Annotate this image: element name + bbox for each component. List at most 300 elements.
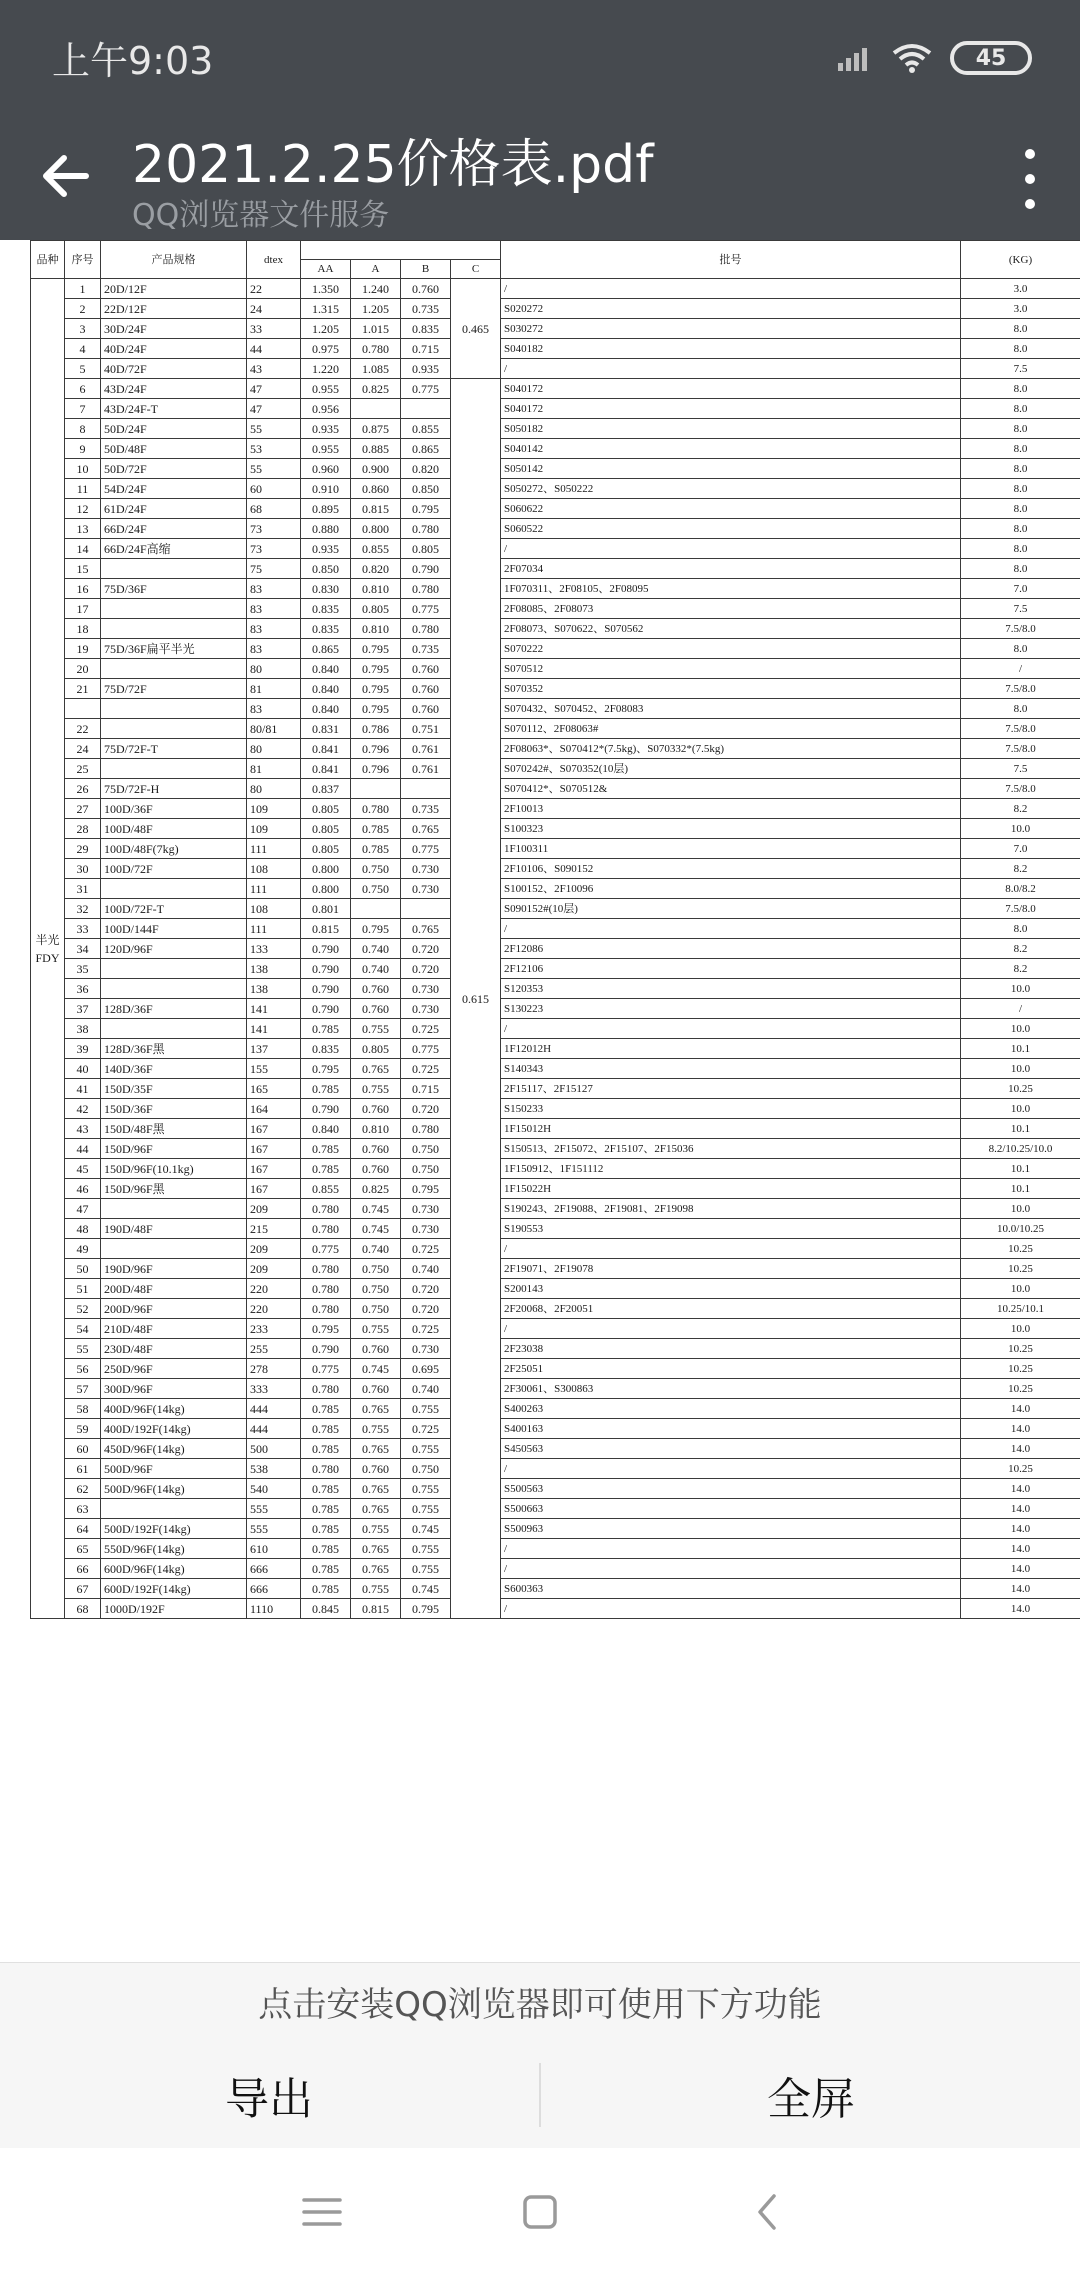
price-aa-cell: 0.780 [301,1459,351,1479]
table-row [31,719,1080,739]
pack-cell: 10.25 [961,1379,1080,1399]
price-b-cell: 0.755 [401,1439,451,1459]
table-row [31,1079,1080,1099]
pack-cell: 10.1 [961,1119,1080,1139]
spec-cell: 54D/24F [101,479,247,499]
price-aa-cell: 0.805 [301,819,351,839]
price-aa-cell: 0.841 [301,759,351,779]
pack-cell: 8.0 [961,419,1080,439]
price-aa-cell: 0.790 [301,959,351,979]
pack-cell: 10.1 [961,1159,1080,1179]
price-b-cell: 0.730 [401,979,451,999]
model-cell: / [501,1239,961,1259]
home-icon[interactable] [516,2188,564,2236]
seq-cell: 55 [65,1339,101,1359]
seq-cell: 8 [65,419,101,439]
wifi-icon [892,43,932,73]
table-row [31,919,1080,939]
seq-cell: 65 [65,1539,101,1559]
price-b-cell: 0.760 [401,699,451,719]
status-bar [0,0,1080,118]
dtex-cell: 444 [247,1419,301,1439]
pack-cell: 10.0 [961,1059,1080,1079]
price-table-body [31,279,1080,1619]
seq-cell: 4 [65,339,101,359]
model-cell: 2F10106、S090152 [501,859,961,879]
price-aa-cell: 0.850 [301,559,351,579]
pack-cell: 14.0 [961,1439,1080,1459]
pack-cell: 7.5/8.0 [961,719,1080,739]
pack-cell: 3.0 [961,299,1080,319]
price-b-cell: 0.740 [401,1259,451,1279]
price-a-cell: 0.745 [351,1219,401,1239]
table-row [31,1139,1080,1159]
price-aa-cell: 0.785 [301,1399,351,1419]
table-row [31,859,1080,879]
model-cell: S050182 [501,419,961,439]
price-b-cell [401,899,451,919]
price-aa-cell: 0.955 [301,439,351,459]
price-b-cell: 0.775 [401,599,451,619]
model-cell: S400263 [501,1399,961,1419]
price-b-cell: 0.835 [401,319,451,339]
dtex-cell: 137 [247,1039,301,1059]
dtex-cell: 80 [247,739,301,759]
price-aa-cell: 0.956 [301,399,351,419]
dtex-cell: 75 [247,559,301,579]
seq-cell: 35 [65,959,101,979]
table-row [31,1479,1080,1499]
price-a-cell: 0.760 [351,1339,401,1359]
header-spec: 产品规格 [101,241,247,279]
price-b-cell: 0.820 [401,459,451,479]
price-a-cell: 0.796 [351,739,401,759]
price-a-cell: 0.815 [351,1599,401,1619]
pack-cell: 7.0 [961,839,1080,859]
price-c-cell: 0.465 [451,279,501,379]
price-a-cell [351,779,401,799]
model-cell: S060522 [501,519,961,539]
table-row [31,979,1080,999]
price-a-cell: 0.760 [351,1459,401,1479]
dtex-cell: 538 [247,1459,301,1479]
price-aa-cell: 0.935 [301,539,351,559]
fullscreen-button[interactable]: 全屏 [767,2074,855,2125]
price-aa-cell: 0.790 [301,939,351,959]
pack-cell: 7.0 [961,579,1080,599]
title-bar [0,118,1080,240]
spec-cell: 40D/24F [101,339,247,359]
price-b-cell: 0.780 [401,1119,451,1139]
header-aa: AA [301,260,351,279]
table-row [31,599,1080,619]
price-a-cell: 0.750 [351,1259,401,1279]
price-a-cell: 0.795 [351,659,401,679]
price-b-cell: 0.761 [401,759,451,779]
seq-cell [65,699,101,719]
seq-cell: 52 [65,1299,101,1319]
price-a-cell: 0.795 [351,639,401,659]
seq-cell: 26 [65,779,101,799]
pack-cell: 8.2/10.25/10.0 [961,1139,1080,1159]
price-b-cell: 0.725 [401,1019,451,1039]
price-aa-cell: 0.795 [301,1059,351,1079]
table-row [31,1419,1080,1439]
table-row [31,959,1080,979]
table-row [31,999,1080,1019]
table-row [31,1599,1080,1619]
price-aa-cell: 0.841 [301,739,351,759]
seq-cell: 49 [65,1239,101,1259]
pack-cell: 10.0 [961,1019,1080,1039]
header-dtex: dtex [247,241,301,279]
dtex-cell: 60 [247,479,301,499]
model-cell: / [501,539,961,559]
table-row [31,1339,1080,1359]
seq-cell: 66 [65,1559,101,1579]
dtex-cell: 43 [247,359,301,379]
system-nav-bar [0,2148,1080,2280]
dtex-cell: 167 [247,1159,301,1179]
price-b-cell: 0.755 [401,1479,451,1499]
price-a-cell: 1.205 [351,299,401,319]
pack-cell: 8.2 [961,959,1080,979]
model-cell: 2F20068、2F20051 [501,1299,961,1319]
spec-cell: 600D/192F(14kg) [101,1579,247,1599]
spec-cell: 30D/24F [101,319,247,339]
price-b-cell: 0.751 [401,719,451,739]
table-row [31,1559,1080,1579]
model-cell: S500663 [501,1499,961,1519]
price-aa-cell: 0.955 [301,379,351,399]
header-seq: 序号 [65,241,101,279]
price-b-cell: 0.730 [401,1219,451,1239]
model-cell: S050272、S050222 [501,479,961,499]
pack-cell: 14.0 [961,1479,1080,1499]
seq-cell: 19 [65,639,101,659]
seq-cell: 48 [65,1219,101,1239]
spec-cell: 400D/96F(14kg) [101,1399,247,1419]
table-row [31,539,1080,559]
price-a-cell: 0.755 [351,1419,401,1439]
dtex-cell: 215 [247,1219,301,1239]
pack-cell: / [961,659,1080,679]
price-aa-cell: 0.795 [301,1319,351,1339]
pack-cell: 8.0 [961,319,1080,339]
price-aa-cell: 0.975 [301,339,351,359]
spec-cell: 20D/12F [101,279,247,299]
seq-cell: 63 [65,1499,101,1519]
pack-cell: 7.5/8.0 [961,779,1080,799]
model-cell: 1F15012H [501,1119,961,1139]
price-a-cell: 0.780 [351,339,401,359]
spec-cell: 150D/96F [101,1139,247,1159]
dtex-cell: 83 [247,579,301,599]
price-a-cell: 1.085 [351,359,401,379]
table-row [31,1059,1080,1079]
spec-cell [101,1199,247,1219]
price-a-cell: 0.760 [351,999,401,1019]
price-a-cell: 0.765 [351,1479,401,1499]
pack-cell: 8.0 [961,539,1080,559]
price-a-cell: 0.760 [351,979,401,999]
seq-cell: 29 [65,839,101,859]
price-b-cell [401,779,451,799]
pack-cell: 7.5 [961,599,1080,619]
seq-cell: 28 [65,819,101,839]
price-b-cell: 0.790 [401,559,451,579]
seq-cell: 7 [65,399,101,419]
seq-cell: 33 [65,919,101,939]
dtex-cell: 83 [247,599,301,619]
table-row [31,1539,1080,1559]
dtex-cell: 167 [247,1179,301,1199]
seq-cell: 67 [65,1579,101,1599]
price-b-cell: 0.765 [401,819,451,839]
status-time: 上午9:03 [52,39,214,83]
price-b-cell: 0.725 [401,1059,451,1079]
price-aa-cell: 0.800 [301,879,351,899]
model-cell: 2F08063*、S070412*(7.5kg)、S070332*(7.5kg) [501,739,961,759]
table-row [31,1299,1080,1319]
price-b-cell: 0.725 [401,1419,451,1439]
price-a-cell: 0.810 [351,1119,401,1139]
dtex-cell: 80 [247,779,301,799]
dtex-cell: 666 [247,1579,301,1599]
model-cell: 2F12106 [501,959,961,979]
dtex-cell: 555 [247,1519,301,1539]
table-row [31,319,1080,339]
price-a-cell: 0.795 [351,919,401,939]
spec-cell [101,1239,247,1259]
spec-cell: 150D/96F(10.1kg) [101,1159,247,1179]
dtex-cell: 111 [247,839,301,859]
back-icon[interactable] [744,2188,792,2236]
seq-cell: 36 [65,979,101,999]
menu-icon[interactable] [298,2188,346,2236]
back-arrow-icon[interactable] [38,148,94,204]
seq-cell: 68 [65,1599,101,1619]
dtex-cell: 83 [247,639,301,659]
bottom-panel [0,1962,1080,2149]
spec-cell: 450D/96F(14kg) [101,1439,247,1459]
price-b-cell: 0.935 [401,359,451,379]
price-a-cell: 0.820 [351,559,401,579]
price-a-cell: 0.810 [351,619,401,639]
model-cell: 2F19071、2F19078 [501,1259,961,1279]
table-row [31,1399,1080,1419]
model-cell: S040172 [501,379,961,399]
model-cell: S100152、2F10096 [501,879,961,899]
price-b-cell: 0.775 [401,379,451,399]
pack-cell: 8.0 [961,559,1080,579]
dtex-cell: 83 [247,699,301,719]
pack-cell: 10.0 [961,1099,1080,1119]
dtex-cell: 167 [247,1119,301,1139]
header-model: 批号 [501,241,961,279]
dtex-cell: 68 [247,499,301,519]
seq-cell: 57 [65,1379,101,1399]
status-icons [838,38,1032,78]
seq-cell: 25 [65,759,101,779]
pack-cell: 8.0 [961,919,1080,939]
table-row [31,399,1080,419]
price-aa-cell: 0.835 [301,1039,351,1059]
document-title: 2021.2.25价格表.pdf [132,135,654,195]
header-category: 品种 [31,241,65,279]
spec-cell: 66D/24F高缩 [101,539,247,559]
price-b-cell: 0.720 [401,959,451,979]
model-cell: / [501,919,961,939]
seq-cell: 5 [65,359,101,379]
spec-cell: 75D/72F [101,679,247,699]
header-a: A [351,260,401,279]
price-b-cell: 0.760 [401,679,451,699]
spec-cell: 100D/144F [101,919,247,939]
table-row [31,939,1080,959]
price-b-cell: 0.750 [401,1459,451,1479]
export-button[interactable]: 导出 [225,2074,313,2125]
table-row [31,779,1080,799]
price-aa-cell: 0.830 [301,579,351,599]
model-cell: 2F10013 [501,799,961,819]
table-row [31,1439,1080,1459]
seq-cell: 30 [65,859,101,879]
spec-cell: 75D/72F-H [101,779,247,799]
battery-indicator: 45 [950,41,1032,75]
seq-cell: 64 [65,1519,101,1539]
spec-cell: 22D/12F [101,299,247,319]
price-aa-cell: 0.785 [301,1439,351,1459]
dtex-cell: 138 [247,979,301,999]
spec-cell: 140D/36F [101,1059,247,1079]
price-b-cell: 0.750 [401,1159,451,1179]
price-aa-cell: 0.790 [301,999,351,1019]
spec-cell: 120D/96F [101,939,247,959]
seq-cell: 58 [65,1399,101,1419]
table-row [31,1499,1080,1519]
seq-cell: 59 [65,1419,101,1439]
seq-cell: 43 [65,1119,101,1139]
price-b-cell: 0.730 [401,859,451,879]
dtex-cell: 73 [247,539,301,559]
spec-cell: 400D/192F(14kg) [101,1419,247,1439]
model-cell: 2F25051 [501,1359,961,1379]
table-row [31,379,1080,399]
pack-cell: 10.0 [961,979,1080,999]
pack-cell: 10.0 [961,1199,1080,1219]
seq-cell: 42 [65,1099,101,1119]
table-row [31,1159,1080,1179]
seq-cell: 2 [65,299,101,319]
spec-cell [101,619,247,639]
price-a-cell: 0.795 [351,679,401,699]
price-aa-cell: 0.835 [301,619,351,639]
price-b-cell: 0.780 [401,579,451,599]
dtex-cell: 540 [247,1479,301,1499]
pack-cell: 8.0 [961,459,1080,479]
dtex-cell: 81 [247,679,301,699]
pack-cell: 8.0 [961,479,1080,499]
price-a-cell: 0.795 [351,699,401,719]
model-cell: 2F30061、S300863 [501,1379,961,1399]
pack-cell: 8.2 [961,859,1080,879]
price-a-cell: 0.780 [351,799,401,819]
table-row [31,1359,1080,1379]
dtex-cell: 109 [247,819,301,839]
dtex-cell: 73 [247,519,301,539]
spec-cell: 66D/24F [101,519,247,539]
model-cell: 1F15022H [501,1179,961,1199]
price-b-cell: 0.745 [401,1519,451,1539]
header-b: B [401,260,451,279]
price-a-cell: 0.875 [351,419,401,439]
price-b-cell: 0.855 [401,419,451,439]
spec-cell: 128D/36F [101,999,247,1019]
more-vertical-icon[interactable] [1020,144,1040,214]
price-a-cell: 0.755 [351,1079,401,1099]
model-cell: S450563 [501,1439,961,1459]
price-aa-cell: 1.315 [301,299,351,319]
price-b-cell: 0.735 [401,799,451,819]
spec-cell: 100D/36F [101,799,247,819]
signal-icon [838,45,874,71]
price-a-cell: 0.796 [351,759,401,779]
seq-cell: 27 [65,799,101,819]
pdf-viewer[interactable] [0,240,1080,1962]
pack-cell: 14.0 [961,1519,1080,1539]
model-cell: S120353 [501,979,961,999]
price-a-cell: 0.765 [351,1499,401,1519]
dtex-cell: 220 [247,1299,301,1319]
header-grade [301,241,501,260]
table-row [31,799,1080,819]
seq-cell: 41 [65,1079,101,1099]
price-b-cell: 0.775 [401,1039,451,1059]
dtex-cell: 555 [247,1499,301,1519]
dtex-cell: 141 [247,999,301,1019]
spec-cell [101,1499,247,1519]
spec-cell: 75D/36F扁平半光 [101,639,247,659]
price-aa-cell: 0.775 [301,1359,351,1379]
table-row [31,1019,1080,1039]
pack-cell: 8.0 [961,379,1080,399]
price-aa-cell: 0.785 [301,1539,351,1559]
seq-cell: 44 [65,1139,101,1159]
price-a-cell: 0.765 [351,1399,401,1419]
price-b-cell: 0.735 [401,639,451,659]
price-b-cell: 0.720 [401,939,451,959]
dtex-cell: 53 [247,439,301,459]
table-row [31,819,1080,839]
header-pack: (KG) [961,241,1080,279]
table-row [31,659,1080,679]
seq-cell: 39 [65,1039,101,1059]
seq-cell: 3 [65,319,101,339]
seq-cell: 15 [65,559,101,579]
pack-cell: 7.5 [961,359,1080,379]
spec-cell: 61D/24F [101,499,247,519]
pack-cell: 10.25 [961,1359,1080,1379]
pack-cell: 10.25 [961,1079,1080,1099]
spec-cell [101,699,247,719]
pack-cell: 8.0 [961,499,1080,519]
table-row [31,1519,1080,1539]
table-row [31,1099,1080,1119]
price-a-cell: 0.815 [351,499,401,519]
pdf-page [30,240,1080,1619]
price-a-cell [351,899,401,919]
